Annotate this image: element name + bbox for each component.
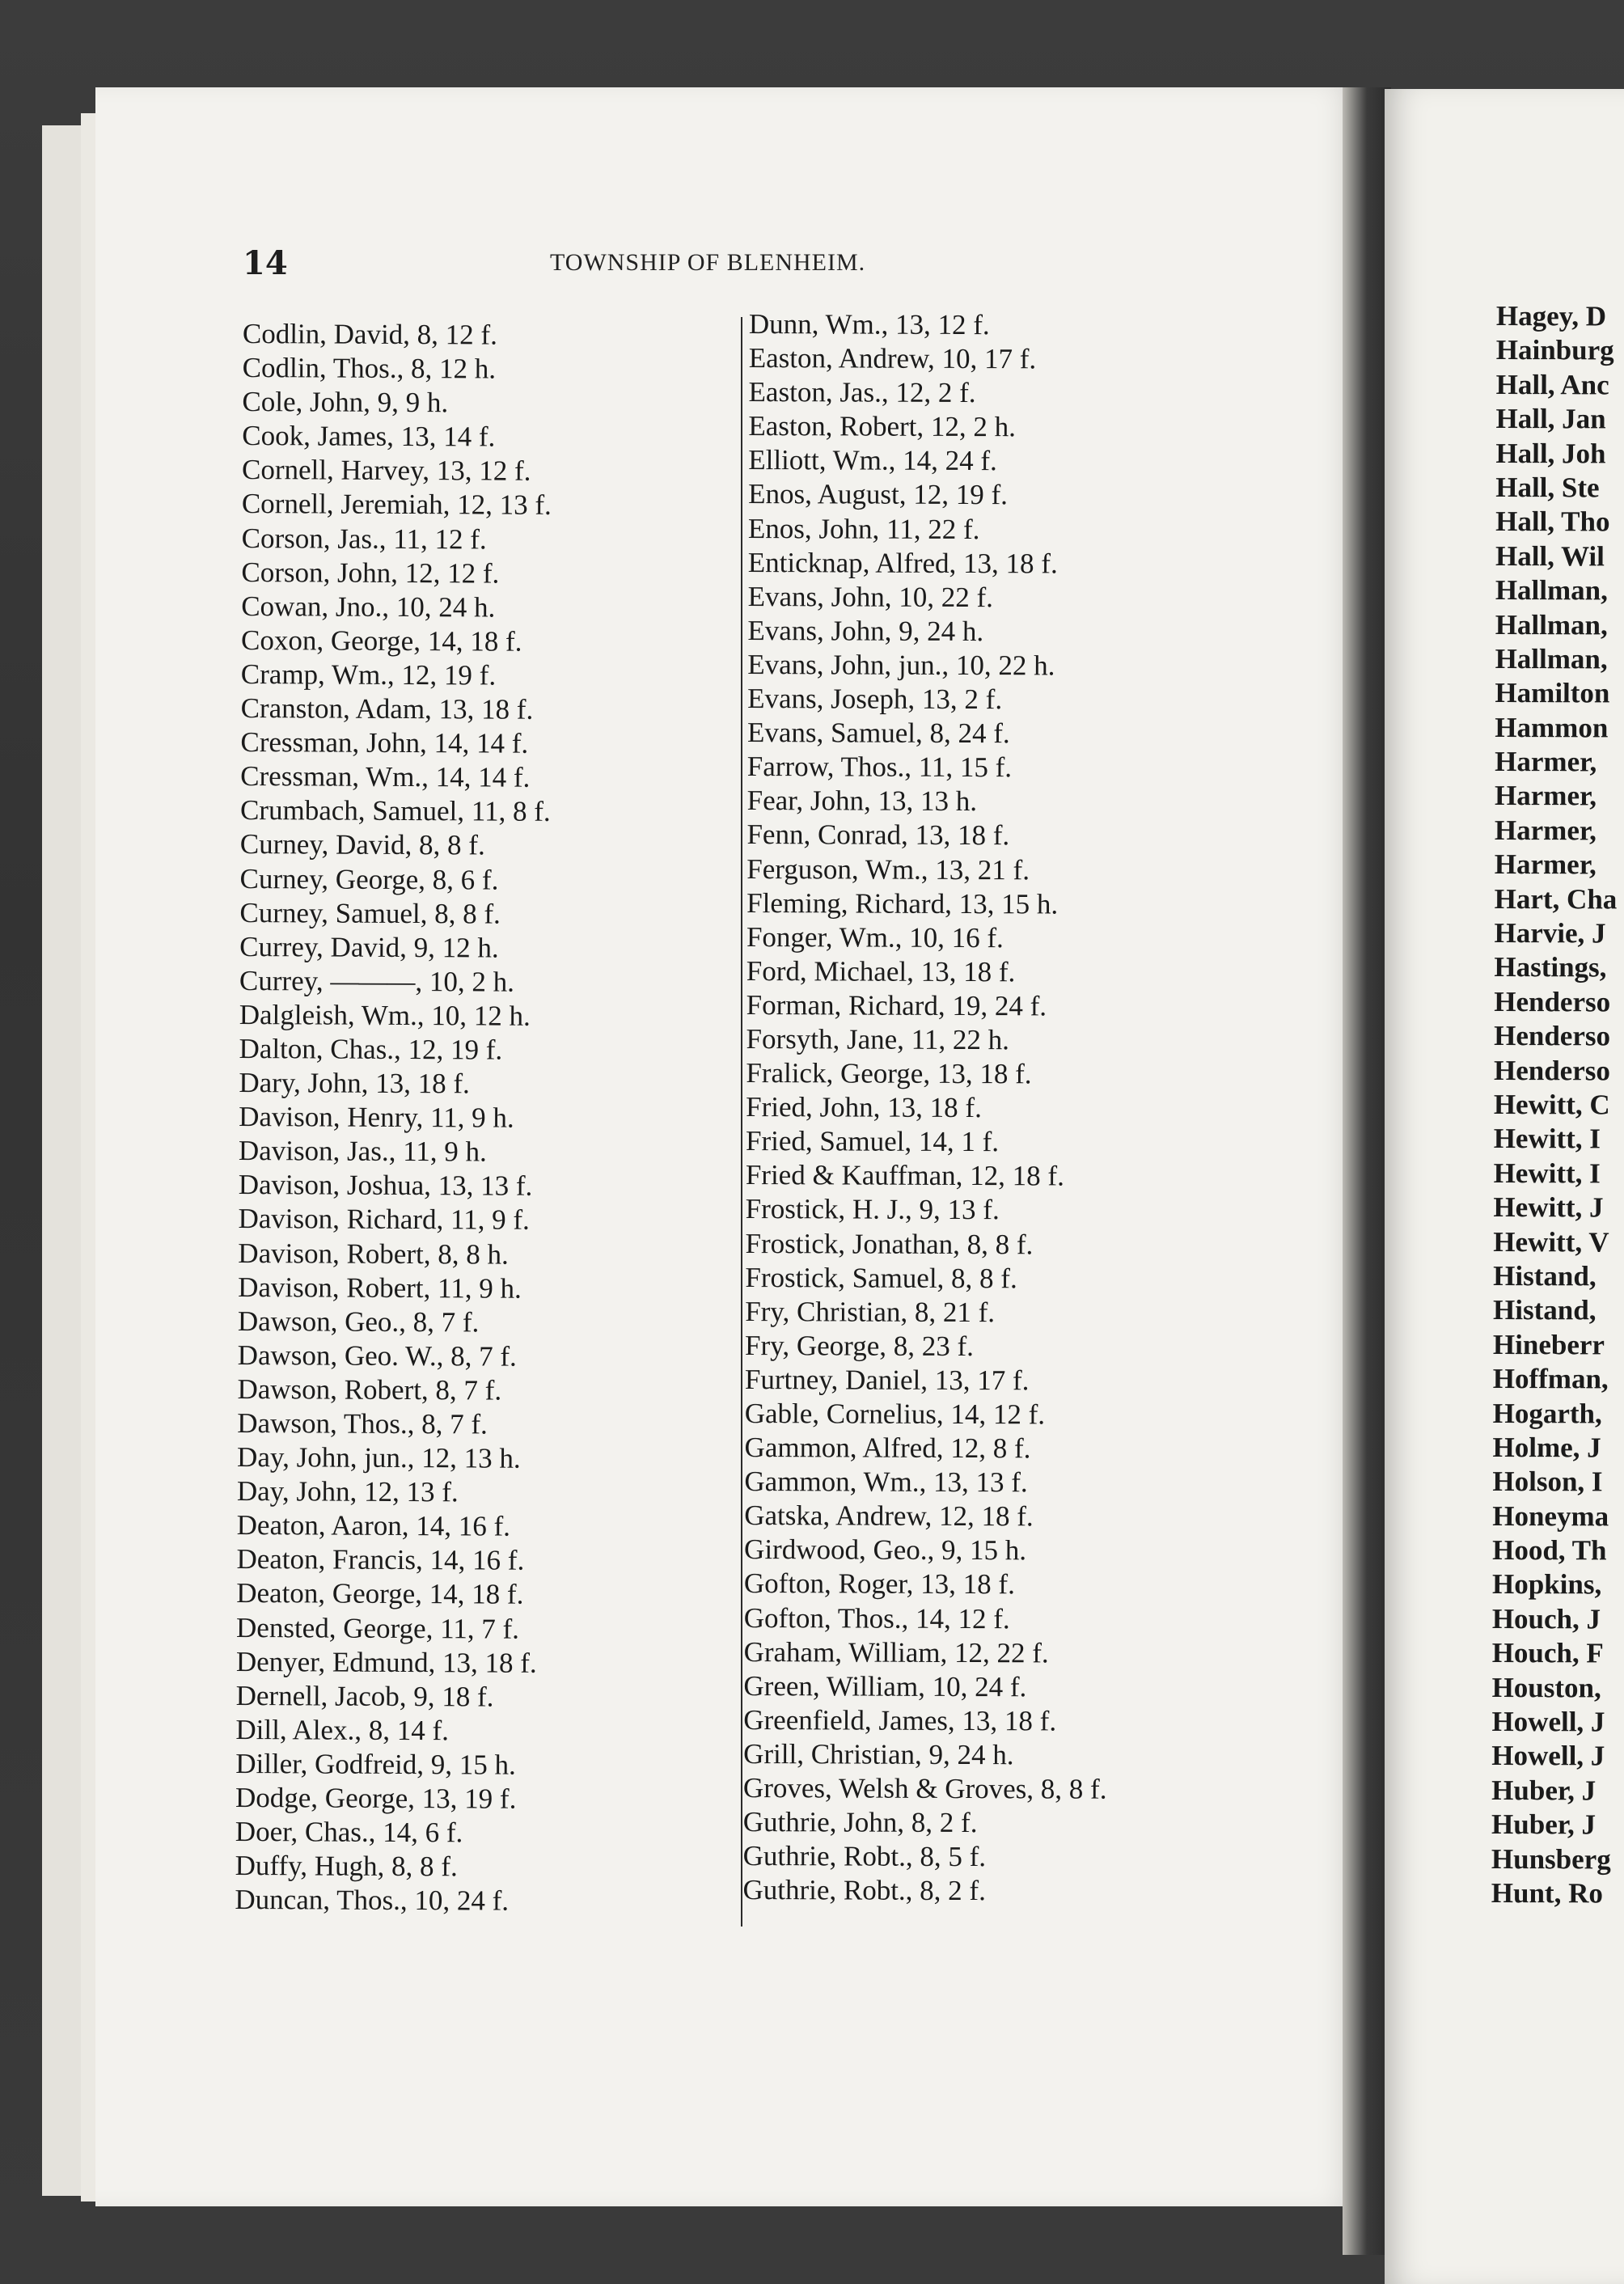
directory-entry: Houch, J <box>1491 1602 1601 1635</box>
directory-entry: Groves, Welsh & Groves, 8, 8 f. <box>742 1772 1107 1805</box>
directory-entry: Hallman, <box>1495 574 1608 607</box>
directory-entry: Grill, Christian, 9, 24 h. <box>743 1737 1014 1771</box>
directory-entry: Dawson, Robert, 8, 7 f. <box>237 1373 502 1406</box>
directory-entry: Densted, George, 11, 7 f. <box>235 1611 520 1645</box>
directory-entry: Davison, Jas., 11, 9 h. <box>238 1135 487 1168</box>
directory-entry: Gatska, Andrew, 12, 18 f. <box>744 1499 1034 1533</box>
directory-entry: Ferguson, Wm., 13, 21 f. <box>746 852 1030 886</box>
directory-entry: Deaton, Francis, 14, 16 f. <box>236 1543 525 1577</box>
directory-entry: Dalton, Chas., 12, 19 f. <box>239 1032 503 1066</box>
directory-column-right-page <box>1491 299 1619 1911</box>
directory-entry: Codlin, Thos., 8, 12 h. <box>242 352 497 385</box>
directory-entry: Howell, J <box>1491 1706 1605 1738</box>
directory-entry: Forman, Richard, 19, 24 f. <box>746 988 1047 1022</box>
directory-entry: Hewitt, J <box>1493 1191 1604 1224</box>
directory-entry: Houston, <box>1491 1671 1601 1704</box>
directory-entry: Davison, Joshua, 13, 13 f. <box>238 1169 533 1203</box>
directory-entry: Corson, Jas., 11, 12 f. <box>241 522 487 556</box>
directory-entry: Easton, Jas., 12, 2 f. <box>748 376 976 409</box>
directory-entry: Frostick, H. J., 9, 13 f. <box>745 1193 1000 1226</box>
directory-entry: Guthrie, Robt., 8, 2 f. <box>742 1874 986 1907</box>
directory-entry: Hart, Cha <box>1494 882 1618 916</box>
directory-entry: Evans, Joseph, 13, 2 f. <box>747 683 1003 716</box>
directory-entry: Hogarth, <box>1492 1397 1602 1429</box>
directory-column-middle <box>742 307 1112 1909</box>
directory-entry: Day, John, 12, 13 f. <box>236 1475 459 1508</box>
directory-entry: Ford, Michael, 13, 18 f. <box>746 954 1016 988</box>
directory-entry: Gammon, Alfred, 12, 8 f. <box>744 1432 1031 1465</box>
directory-entry: Greenfield, James, 13, 18 f. <box>743 1703 1057 1737</box>
directory-entry: Hewitt, I <box>1493 1123 1601 1155</box>
directory-entry: Hineberr <box>1492 1328 1605 1361</box>
directory-entry: Hoffman, <box>1492 1363 1609 1395</box>
directory-entry: Cornell, Jeremiah, 12, 13 f. <box>241 488 552 522</box>
directory-entry: Huber, J <box>1491 1808 1597 1841</box>
directory-entry: Gofton, Roger, 13, 18 f. <box>743 1567 1015 1601</box>
directory-entry: Hallman, <box>1495 642 1608 675</box>
directory-entry: Dawson, Geo., 8, 7 f. <box>237 1305 480 1339</box>
directory-entry: Harmer, <box>1494 848 1597 881</box>
directory-entry: Crumbach, Samuel, 11, 8 f. <box>239 794 551 828</box>
directory-entry: Histand, <box>1493 1294 1597 1326</box>
directory-column-left <box>235 317 552 1918</box>
directory-entry: Hall, Joh <box>1495 437 1606 469</box>
directory-entry: Cressman, Wm., 14, 14 f. <box>240 760 531 793</box>
directory-entry: Codlin, David, 8, 12 f. <box>242 318 497 351</box>
directory-entry: Henderso <box>1493 1054 1610 1087</box>
directory-entry: Histand, <box>1493 1259 1597 1292</box>
directory-entry: Duncan, Thos., 10, 24 f. <box>235 1884 510 1917</box>
page-number: 14 <box>243 244 288 282</box>
book-gutter <box>1343 87 1391 2255</box>
directory-entry: Deaton, George, 14, 18 f. <box>236 1577 524 1611</box>
directory-entry: Harmer, <box>1495 780 1597 812</box>
directory-entry: Cranston, Adam, 13, 18 f. <box>240 692 534 725</box>
directory-entry: Frostick, Samuel, 8, 8 f. <box>745 1261 1017 1294</box>
directory-entry: Graham, William, 12, 22 f. <box>743 1635 1049 1669</box>
directory-entry: Howell, J <box>1491 1740 1605 1772</box>
directory-entry: Hainburg <box>1495 334 1614 366</box>
directory-entry: Denyer, Edmund, 13, 18 f. <box>235 1645 537 1679</box>
directory-entry: Cowan, Jno., 10, 24 h. <box>241 590 496 624</box>
directory-entry: Curney, George, 8, 6 f. <box>239 862 499 896</box>
directory-entry: Dodge, George, 13, 19 f. <box>235 1782 517 1815</box>
directory-entry: Fonger, Wm., 10, 16 f. <box>746 920 1004 954</box>
directory-entry: Gofton, Thos., 14, 12 f. <box>743 1601 1010 1635</box>
directory-entry: Hunsberg <box>1491 1842 1611 1876</box>
directory-entry: Hood, Th <box>1492 1534 1607 1567</box>
directory-entry: Hall, Wil <box>1495 539 1605 573</box>
directory-entry: Enos, John, 11, 22 f. <box>747 512 980 545</box>
directory-entry: Enticknap, Alfred, 13, 18 f. <box>747 546 1058 580</box>
directory-entry: Cook, James, 13, 14 f. <box>242 420 496 453</box>
directory-entry: Doer, Chas., 14, 6 f. <box>235 1816 463 1849</box>
directory-entry: Enos, August, 12, 19 f. <box>748 478 1009 511</box>
directory-entry: Henderso <box>1494 985 1611 1018</box>
directory-entry: Evans, John, 10, 22 f. <box>747 580 994 613</box>
directory-entry: Harmer, <box>1494 814 1597 847</box>
directory-entry: Gable, Cornelius, 14, 12 f. <box>744 1397 1046 1431</box>
directory-entry: Hammon <box>1495 711 1609 744</box>
directory-entry: Houch, F <box>1491 1637 1604 1669</box>
directory-entry: Easton, Robert, 12, 2 h. <box>748 410 1017 443</box>
directory-entry: Gammon, Wm., 13, 13 f. <box>744 1466 1028 1499</box>
directory-entry: Cressman, John, 14, 14 f. <box>240 726 529 759</box>
directory-entry: Hewitt, I <box>1493 1157 1601 1190</box>
directory-entry: Harmer, <box>1495 746 1597 778</box>
directory-entry: Farrow, Thos., 11, 15 f. <box>746 751 1013 784</box>
directory-entry: Forsyth, Jane, 11, 22 h. <box>746 1022 1009 1056</box>
directory-entry: Green, William, 10, 24 f. <box>743 1669 1027 1703</box>
directory-entry: Dernell, Jacob, 9, 18 f. <box>235 1679 494 1713</box>
directory-entry: Harvie, J <box>1494 917 1606 950</box>
directory-entry: Hopkins, <box>1491 1568 1602 1601</box>
page-header: TOWNSHIP OF BLENHEIM. <box>550 249 866 276</box>
directory-entry: Dill, Alex., 8, 14 f. <box>235 1713 450 1747</box>
directory-entry: Coxon, George, 14, 18 f. <box>240 624 522 658</box>
directory-entry: Fried, John, 13, 18 f. <box>746 1091 982 1124</box>
directory-entry: Hastings, <box>1494 951 1607 983</box>
directory-entry: Dunn, Wm., 13, 12 f. <box>748 308 990 341</box>
directory-entry: Fenn, Conrad, 13, 18 f. <box>746 818 1010 852</box>
directory-entry: Hagey, D <box>1495 300 1607 332</box>
directory-entry: Elliott, Wm., 14, 24 f. <box>748 444 997 477</box>
directory-entry: Honeyma <box>1492 1499 1609 1533</box>
directory-entry: Guthrie, Robt., 8, 5 f. <box>742 1840 987 1873</box>
directory-entry: Cramp, Wm., 12, 19 f. <box>240 658 497 692</box>
directory-entry: Girdwood, Geo., 9, 15 h. <box>744 1533 1027 1567</box>
directory-entry: Holson, I <box>1492 1466 1603 1498</box>
directory-entry: Furtney, Daniel, 13, 17 f. <box>744 1363 1030 1397</box>
directory-entry: Davison, Robert, 8, 8 h. <box>238 1237 509 1271</box>
directory-entry: Hewitt, C <box>1493 1088 1610 1121</box>
directory-entry: Easton, Andrew, 10, 17 f. <box>748 342 1037 375</box>
directory-entry: Evans, John, jun., 10, 22 h. <box>747 648 1055 682</box>
directory-entry: Fried, Samuel, 14, 1 f. <box>745 1125 1000 1158</box>
directory-entry: Guthrie, John, 8, 2 f. <box>742 1806 978 1839</box>
directory-entry: Evans, John, 9, 24 h. <box>747 614 984 647</box>
directory-entry: Dary, John, 13, 18 f. <box>239 1067 470 1100</box>
directory-entry: Cornell, Harvey, 13, 12 f. <box>241 454 531 488</box>
directory-entry: Fralick, George, 13, 18 f. <box>746 1057 1032 1090</box>
directory-entry: Fry, George, 8, 23 f. <box>744 1329 975 1362</box>
column-divider <box>741 317 742 1927</box>
directory-entry: Fried & Kauffman, 12, 18 f. <box>745 1159 1064 1192</box>
directory-entry: Hall, Tho <box>1495 505 1610 538</box>
directory-entry: Hallman, <box>1495 608 1608 641</box>
directory-entry: Fry, Christian, 8, 21 f. <box>745 1295 996 1328</box>
directory-entry: Davison, Henry, 11, 9 h. <box>239 1101 514 1134</box>
directory-entry: Fear, John, 13, 13 h. <box>746 785 978 818</box>
directory-entry: Davison, Richard, 11, 9 f. <box>238 1203 530 1237</box>
directory-entry: Curney, David, 8, 8 f. <box>239 828 485 861</box>
directory-entry: Deaton, Aaron, 14, 16 f. <box>236 1509 511 1542</box>
directory-entry: Fleming, Richard, 13, 15 h. <box>746 886 1059 920</box>
directory-entry: Currey, ———, 10, 2 h. <box>239 964 515 998</box>
directory-entry: Hall, Anc <box>1495 368 1609 401</box>
directory-entry: Hamilton <box>1495 677 1610 709</box>
directory-entry: Cole, John, 9, 9 h. <box>242 386 449 419</box>
directory-entry: Dalgleish, Wm., 10, 12 h. <box>239 998 531 1032</box>
directory-entry: Diller, Godfreid, 9, 15 h. <box>235 1747 516 1781</box>
directory-entry: Frostick, Jonathan, 8, 8 f. <box>745 1227 1034 1260</box>
directory-entry: Day, John, jun., 12, 13 h. <box>237 1441 521 1474</box>
directory-entry: Hall, Jan <box>1495 403 1606 435</box>
directory-entry: Hall, Ste <box>1495 471 1600 504</box>
directory-entry: Huber, J <box>1491 1774 1597 1807</box>
directory-entry: Curney, Samuel, 8, 8 f. <box>239 896 501 930</box>
directory-entry: Davison, Robert, 11, 9 h. <box>238 1271 522 1305</box>
directory-entry: Hunt, Ro <box>1491 1876 1603 1910</box>
directory-entry: Evans, Samuel, 8, 24 f. <box>746 717 1010 750</box>
directory-entry: Currey, David, 9, 12 h. <box>239 930 499 964</box>
directory-entry: Corson, John, 12, 12 f. <box>241 556 500 590</box>
directory-entry: Hewitt, V <box>1493 1225 1609 1258</box>
directory-entry: Dawson, Geo. W., 8, 7 f. <box>237 1339 517 1373</box>
directory-entry: Duffy, Hugh, 8, 8 f. <box>235 1850 458 1883</box>
directory-entry: Dawson, Thos., 8, 7 f. <box>237 1406 488 1440</box>
directory-entry: Holme, J <box>1492 1431 1601 1464</box>
directory-entry: Henderso <box>1494 1020 1611 1052</box>
